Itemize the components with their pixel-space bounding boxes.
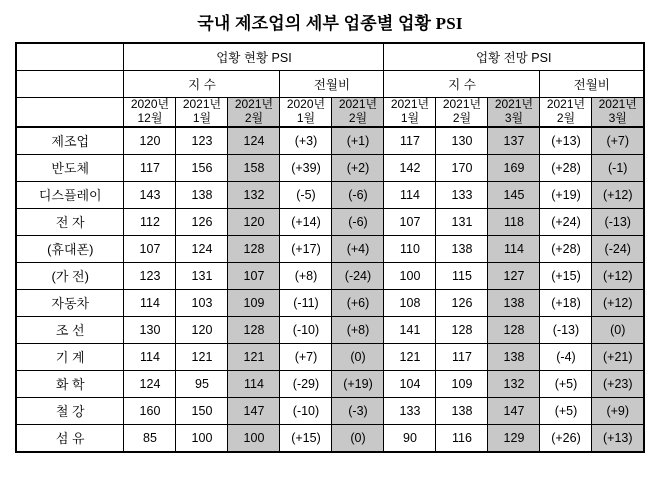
cell: 120	[176, 316, 228, 343]
cell: (-6)	[332, 181, 384, 208]
header-month-6-year: 2021년	[442, 97, 482, 111]
table-row	[16, 424, 644, 452]
cell: 120	[228, 208, 280, 235]
cell: 169	[488, 154, 540, 181]
row-label: 철 강	[16, 397, 124, 424]
cell: 95	[176, 370, 228, 397]
cell: 110	[384, 235, 436, 262]
cell: (-24)	[332, 262, 384, 289]
cell: 120	[124, 127, 176, 155]
header-month-8	[540, 98, 592, 127]
header-group-row	[16, 43, 644, 71]
cell: 109	[436, 370, 488, 397]
header-current-index: 지 수	[124, 71, 280, 98]
cell: (+28)	[540, 235, 592, 262]
cell: 128	[228, 235, 280, 262]
cell: 132	[488, 370, 540, 397]
cell: 100	[176, 424, 228, 452]
cell: (-4)	[540, 343, 592, 370]
cell: (-29)	[280, 370, 332, 397]
cell: (+19)	[332, 370, 384, 397]
cell: (-1)	[592, 154, 644, 181]
cell: (-11)	[280, 289, 332, 316]
table-row	[16, 289, 644, 316]
cell: 128	[436, 316, 488, 343]
cell: (-5)	[280, 181, 332, 208]
cell: (0)	[332, 343, 384, 370]
cell: (+8)	[332, 316, 384, 343]
cell: (+17)	[280, 235, 332, 262]
psi-table	[15, 42, 645, 453]
header-month-1-year: 2021년	[182, 97, 222, 111]
table-row	[16, 127, 644, 155]
cell: 131	[176, 262, 228, 289]
header-month-8-month: 2월	[556, 110, 576, 125]
cell: (+13)	[540, 127, 592, 155]
cell: 127	[488, 262, 540, 289]
header-month-8-year: 2021년	[546, 97, 586, 111]
cell: 147	[228, 397, 280, 424]
cell: (+7)	[280, 343, 332, 370]
header-month-7-month: 3월	[504, 110, 524, 125]
cell: 104	[384, 370, 436, 397]
header-month-4-year: 2021년	[338, 97, 378, 111]
cell: 123	[124, 262, 176, 289]
cell: (+15)	[540, 262, 592, 289]
cell: (+12)	[592, 262, 644, 289]
cell: (+5)	[540, 397, 592, 424]
cell: (+7)	[592, 127, 644, 155]
cell: (+12)	[592, 289, 644, 316]
header-month-6	[436, 98, 488, 127]
cell: 85	[124, 424, 176, 452]
header-month-3-month: 1월	[296, 110, 316, 125]
cell: (-3)	[332, 397, 384, 424]
header-month-7	[488, 98, 540, 127]
cell: 114	[228, 370, 280, 397]
cell: 117	[124, 154, 176, 181]
cell: 160	[124, 397, 176, 424]
header-group-current: 업황 현황 PSI	[124, 43, 384, 71]
cell: 107	[124, 235, 176, 262]
cell: 114	[384, 181, 436, 208]
cell: 133	[436, 181, 488, 208]
cell: 126	[176, 208, 228, 235]
cell: (+4)	[332, 235, 384, 262]
header-forecast-index: 지 수	[384, 71, 540, 98]
cell: 107	[228, 262, 280, 289]
cell: (+13)	[592, 424, 644, 452]
cell: (-13)	[592, 208, 644, 235]
page-title: 국내 제조업의 세부 업종별 업황 PSI	[197, 14, 463, 33]
table-row	[16, 181, 644, 208]
header-month-2-year: 2021년	[234, 97, 274, 111]
cell: 133	[384, 397, 436, 424]
cell: 115	[436, 262, 488, 289]
cell: (+23)	[592, 370, 644, 397]
row-label: 자동차	[16, 289, 124, 316]
header-month-1	[176, 98, 228, 127]
header-month-3	[280, 98, 332, 127]
header-month-5	[384, 98, 436, 127]
cell: 150	[176, 397, 228, 424]
header-month-3-year: 2020년	[286, 97, 326, 111]
cell: 158	[228, 154, 280, 181]
row-label: 제조업	[16, 127, 124, 155]
cell: 114	[124, 343, 176, 370]
header-sub-row	[16, 71, 644, 98]
cell: (+21)	[592, 343, 644, 370]
table-row	[16, 370, 644, 397]
cell: (+8)	[280, 262, 332, 289]
cell: 116	[436, 424, 488, 452]
cell: (+24)	[540, 208, 592, 235]
cell: 132	[228, 181, 280, 208]
row-label: (가 전)	[16, 262, 124, 289]
header-group-forecast: 업황 전망 PSI	[384, 43, 644, 71]
row-label: 전 자	[16, 208, 124, 235]
cell: 123	[176, 127, 228, 155]
cell: (+18)	[540, 289, 592, 316]
cell: 100	[228, 424, 280, 452]
cell: 107	[384, 208, 436, 235]
cell: 126	[436, 289, 488, 316]
cell: (+39)	[280, 154, 332, 181]
cell: (+14)	[280, 208, 332, 235]
cell: 109	[228, 289, 280, 316]
row-label: 섬 유	[16, 424, 124, 452]
cell: 130	[124, 316, 176, 343]
cell: (0)	[332, 424, 384, 452]
header-month-row	[16, 98, 644, 127]
header-month-9	[592, 98, 644, 127]
cell: (+6)	[332, 289, 384, 316]
cell: 128	[228, 316, 280, 343]
header-month-1-month: 1월	[192, 110, 212, 125]
table-row	[16, 235, 644, 262]
cell: (+1)	[332, 127, 384, 155]
cell: 138	[436, 235, 488, 262]
row-label: 화 학	[16, 370, 124, 397]
cell: (-24)	[592, 235, 644, 262]
header-current-change: 전월비	[280, 71, 384, 98]
cell: 156	[176, 154, 228, 181]
cell: 112	[124, 208, 176, 235]
row-label: 기 계	[16, 343, 124, 370]
cell: (-10)	[280, 397, 332, 424]
header-month-4	[332, 98, 384, 127]
cell: 143	[124, 181, 176, 208]
cell: 108	[384, 289, 436, 316]
cell: (+28)	[540, 154, 592, 181]
cell: 147	[488, 397, 540, 424]
cell: 114	[488, 235, 540, 262]
corner-cell-2	[16, 71, 124, 98]
cell: 124	[124, 370, 176, 397]
cell: (+19)	[540, 181, 592, 208]
cell: 114	[124, 289, 176, 316]
cell: (+9)	[592, 397, 644, 424]
cell: 128	[488, 316, 540, 343]
header-forecast-change: 전월비	[540, 71, 644, 98]
cell: (+3)	[280, 127, 332, 155]
header-month-2	[228, 98, 280, 127]
header-month-0-year: 2020년	[130, 97, 170, 111]
corner-cell-3	[16, 98, 124, 127]
cell: 117	[436, 343, 488, 370]
cell: 138	[176, 181, 228, 208]
cell: 124	[176, 235, 228, 262]
cell: 124	[228, 127, 280, 155]
header-month-7-year: 2021년	[494, 97, 534, 111]
cell: 138	[488, 343, 540, 370]
cell: 131	[436, 208, 488, 235]
cell: (+15)	[280, 424, 332, 452]
cell: 170	[436, 154, 488, 181]
cell: 121	[384, 343, 436, 370]
cell: 138	[488, 289, 540, 316]
cell: (-13)	[540, 316, 592, 343]
cell: 142	[384, 154, 436, 181]
header-month-5-year: 2021년	[390, 97, 430, 111]
cell: (+12)	[592, 181, 644, 208]
cell: 137	[488, 127, 540, 155]
table-row	[16, 316, 644, 343]
cell: (-6)	[332, 208, 384, 235]
header-month-0-month: 12월	[137, 110, 163, 125]
cell: 141	[384, 316, 436, 343]
cell: (-10)	[280, 316, 332, 343]
cell: 121	[176, 343, 228, 370]
table-row	[16, 262, 644, 289]
row-label: 반도체	[16, 154, 124, 181]
cell: (0)	[592, 316, 644, 343]
cell: 90	[384, 424, 436, 452]
cell: 121	[228, 343, 280, 370]
cell: 129	[488, 424, 540, 452]
header-month-0	[124, 98, 176, 127]
cell: (+2)	[332, 154, 384, 181]
row-label: (휴대폰)	[16, 235, 124, 262]
row-label: 디스플레이	[16, 181, 124, 208]
header-month-9-month: 3월	[608, 110, 627, 125]
cell: 100	[384, 262, 436, 289]
header-month-9-year: 2021년	[598, 97, 637, 111]
header-month-6-month: 2월	[452, 110, 472, 125]
table-row	[16, 208, 644, 235]
row-label: 조 선	[16, 316, 124, 343]
cell: 138	[436, 397, 488, 424]
header-month-2-month: 2월	[244, 110, 264, 125]
header-month-4-month: 2월	[348, 110, 368, 125]
table-row	[16, 343, 644, 370]
cell: 118	[488, 208, 540, 235]
cell: 145	[488, 181, 540, 208]
table-row	[16, 154, 644, 181]
cell: 103	[176, 289, 228, 316]
cell: (+26)	[540, 424, 592, 452]
table-row	[16, 397, 644, 424]
cell: 117	[384, 127, 436, 155]
cell: (+5)	[540, 370, 592, 397]
corner-cell	[16, 43, 124, 71]
cell: 130	[436, 127, 488, 155]
header-month-5-month: 1월	[400, 110, 420, 125]
